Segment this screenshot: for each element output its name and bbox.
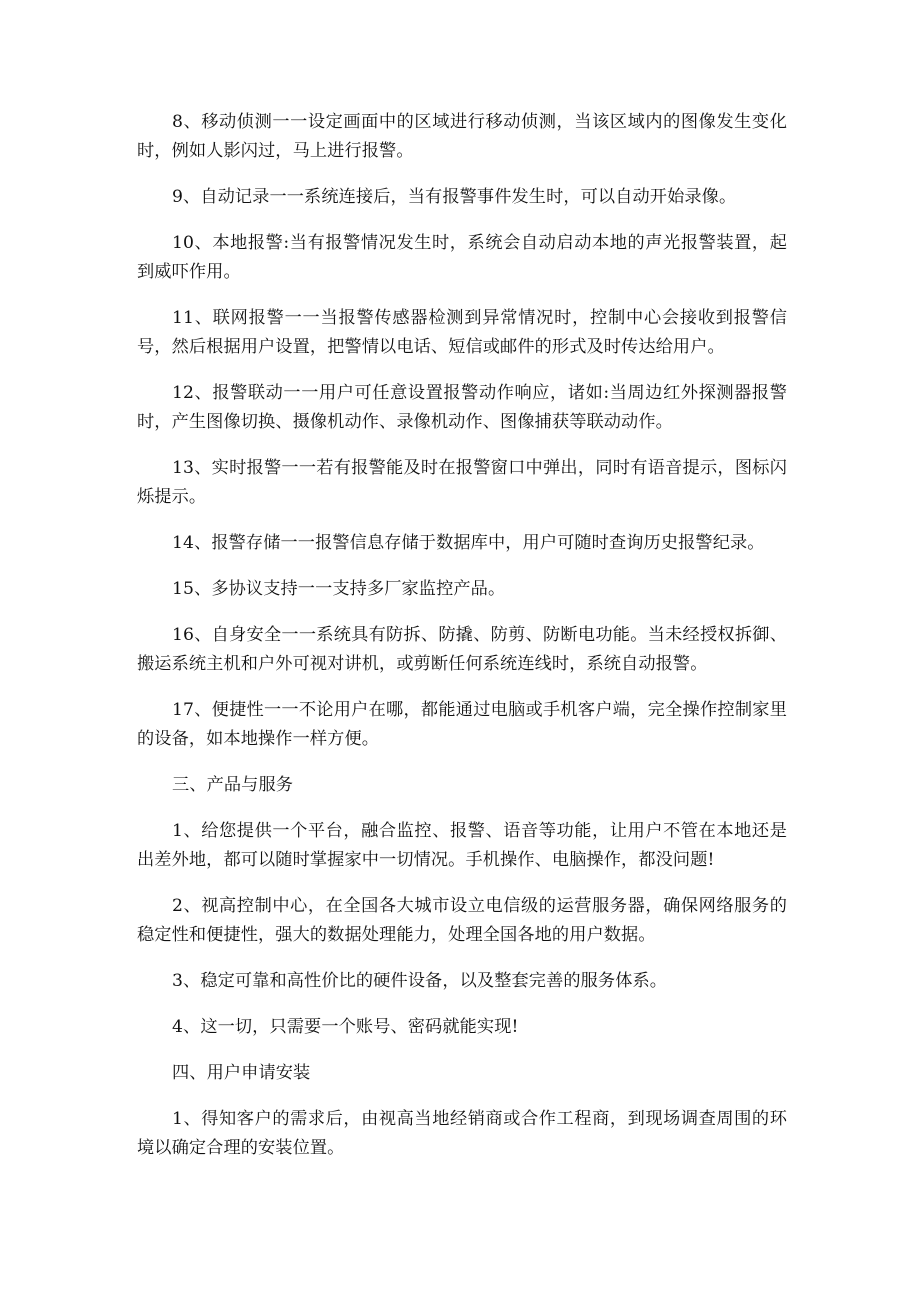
paragraph-feature-15: 15、多协议支持一一支持多厂家监控产品。 [172,579,506,599]
paragraph-feature-16: 16、自身安全一一系统具有防拆、防撬、防剪、防断电功能。当未经授权拆御、搬运系统主机和户外可视对讲机，或剪断任何系统连线时，系统自动报警。 [137,625,787,674]
paragraph-feature-17: 17、便捷性一一不论用户在哪，都能通过电脑或手机客户端，完全操作控制家里的设备，如本地操作一样方便。 [137,700,787,749]
paragraph-feature-9: 9、自动记录一一系统连接后，当有报警事件发生时，可以自动开始录像。 [172,187,737,207]
paragraph-service-1: 1、给您提供一个平台，融合监控、报警、语音等功能，让用户不管在本地还是出差外地，都可以随时掌握家中一切情况。手机操作、电脑操作，都没问题! [137,821,787,870]
paragraph-feature-11: 11、联网报警一一当报警传感器检测到异常情况时，控制中心会接收到报警信号，然后根据用户设置，把警情以电话、短信或邮件的形式及时传达给用户。 [137,308,787,357]
paragraph-feature-14: 14、报警存储一一报警信息存储于数据库中，用户可随时查询历史报警纪录。 [172,533,765,553]
paragraph-service-4: 4、这一切，只需要一个账号、密码就能实现! [172,1017,519,1037]
paragraph-feature-8: 8、移动侦测一一设定画面中的区域进行移动侦测，当该区域内的图像发生变化时，例如人影闪过，马上进行报警。 [137,112,787,161]
document-body [137,108,787,1180]
section-heading-products-services: 三、产品与服务 [172,775,294,795]
paragraph-feature-13: 13、实时报警一一若有报警能及时在报警窗口中弹出，同时有语音提示，图标闪烁提示。 [137,458,787,507]
paragraph-feature-10: 10、本地报警:当有报警情况发生时，系统会自动启动本地的声光报警装置，起到威吓作用。 [137,233,787,282]
section-heading-user-installation: 四、用户申请安装 [172,1063,311,1083]
paragraph-feature-12: 12、报警联动一一用户可任意设置报警动作响应，诸如:当周边红外探测器报警时，产生图像切换、摄像机动作、录像机动作、图像捕获等联动动作。 [137,383,787,432]
paragraph-install-1: 1、得知客户的需求后，由视高当地经销商或合作工程商，到现场调查周围的环境以确定合理的安装位置。 [137,1109,787,1158]
paragraph-service-2: 2、视高控制中心，在全国各大城市设立电信级的运营服务器，确保网络服务的稳定性和便捷性，强大的数据处理能力，处理全国各地的用户数据。 [137,896,787,945]
paragraph-service-3: 3、稳定可靠和高性价比的硬件设备，以及整套完善的服务体系。 [172,971,668,991]
